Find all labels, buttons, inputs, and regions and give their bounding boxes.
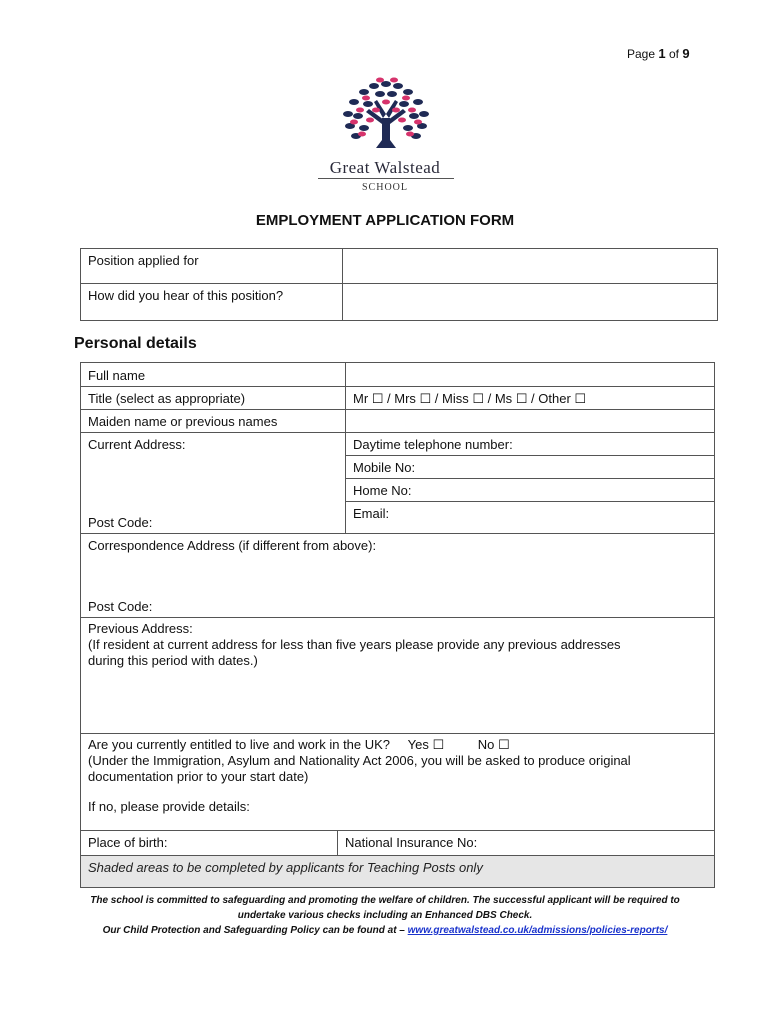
maiden-name-label: Maiden name or previous names xyxy=(88,414,278,429)
page-label: Page xyxy=(627,47,656,61)
if-no-details-label: If no, please provide details: xyxy=(88,799,250,814)
full-name-label: Full name xyxy=(88,368,146,383)
title-label: Title (select as appropriate) xyxy=(88,391,246,406)
page-of: of xyxy=(668,47,679,61)
yes-checkbox[interactable]: Yes ☐ xyxy=(407,737,445,752)
position-label: Position applied for xyxy=(81,249,343,284)
safeguarding-footer xyxy=(40,893,730,938)
right-to-work-block xyxy=(88,737,708,815)
footer-line: The school is committed to safeguarding and promoting the welfare of children. The successful applicant will be required to xyxy=(90,895,680,906)
post-code-2-label: Post Code: xyxy=(88,599,153,614)
page-current: 1 xyxy=(658,46,666,61)
correspondence-address-label: Correspondence Address (if different from above): xyxy=(88,538,377,553)
school-name: Great Walstead xyxy=(329,158,441,177)
previous-address-label: Previous Address: xyxy=(88,621,193,636)
current-address-label: Current Address: xyxy=(88,437,186,452)
full-name-input[interactable] xyxy=(353,366,709,384)
table-row xyxy=(81,284,718,321)
place-of-birth-label: Place of birth: xyxy=(88,835,168,850)
right-to-work-note: documentation prior to your start date) xyxy=(88,769,309,784)
daytime-phone-label: Daytime telephone number: xyxy=(353,437,513,452)
post-code-label: Post Code: xyxy=(88,515,153,530)
footer-line: undertake various checks including an Enhanced DBS Check. xyxy=(237,910,533,921)
mobile-label: Mobile No: xyxy=(353,460,416,475)
right-to-work-note: (Under the Immigration, Asylum and Nationality Act 2006, you will be asked to produce original xyxy=(88,753,631,768)
ni-number-label: National Insurance No: xyxy=(345,835,478,850)
form-title: EMPLOYMENT APPLICATION FORM xyxy=(255,212,515,229)
home-phone-label: Home No: xyxy=(353,483,412,498)
previous-address-block xyxy=(88,621,621,669)
school-tree-logo-icon xyxy=(336,74,436,150)
section-title: Personal details xyxy=(74,335,197,352)
footer-line: Our Child Protection and Safeguarding Policy can be found at – xyxy=(102,925,408,936)
table-row xyxy=(81,249,718,284)
hear-input[interactable] xyxy=(343,284,718,321)
no-checkbox[interactable]: No ☐ xyxy=(477,737,510,752)
hear-label: How did you hear of this position? xyxy=(81,284,343,321)
position-table xyxy=(80,248,718,321)
page-total: 9 xyxy=(682,46,690,61)
previous-address-note: during this period with dates.) xyxy=(88,653,258,668)
school-subtitle: SCHOOL xyxy=(361,182,408,193)
shaded-note: Shaded areas to be completed by applicants for Teaching Posts only xyxy=(88,860,483,875)
personal-details-table xyxy=(80,362,715,888)
title-options[interactable]: Mr ☐ / Mrs ☐ / Miss ☐ / Ms ☐ / Other ☐ xyxy=(353,391,587,406)
maiden-name-input[interactable] xyxy=(353,412,709,430)
email-label: Email: xyxy=(353,506,390,521)
policies-link[interactable]: www.greatwalstead.co.uk/admissions/policies-reports/ xyxy=(407,925,668,936)
page-number xyxy=(627,46,690,61)
previous-address-note: (If resident at current address for less than five years please provide any previous addresses xyxy=(88,637,621,652)
school-name-divider xyxy=(318,178,454,179)
position-input[interactable] xyxy=(343,249,718,284)
right-to-work-question: Are you currently entitled to live and work in the UK? xyxy=(88,737,391,752)
